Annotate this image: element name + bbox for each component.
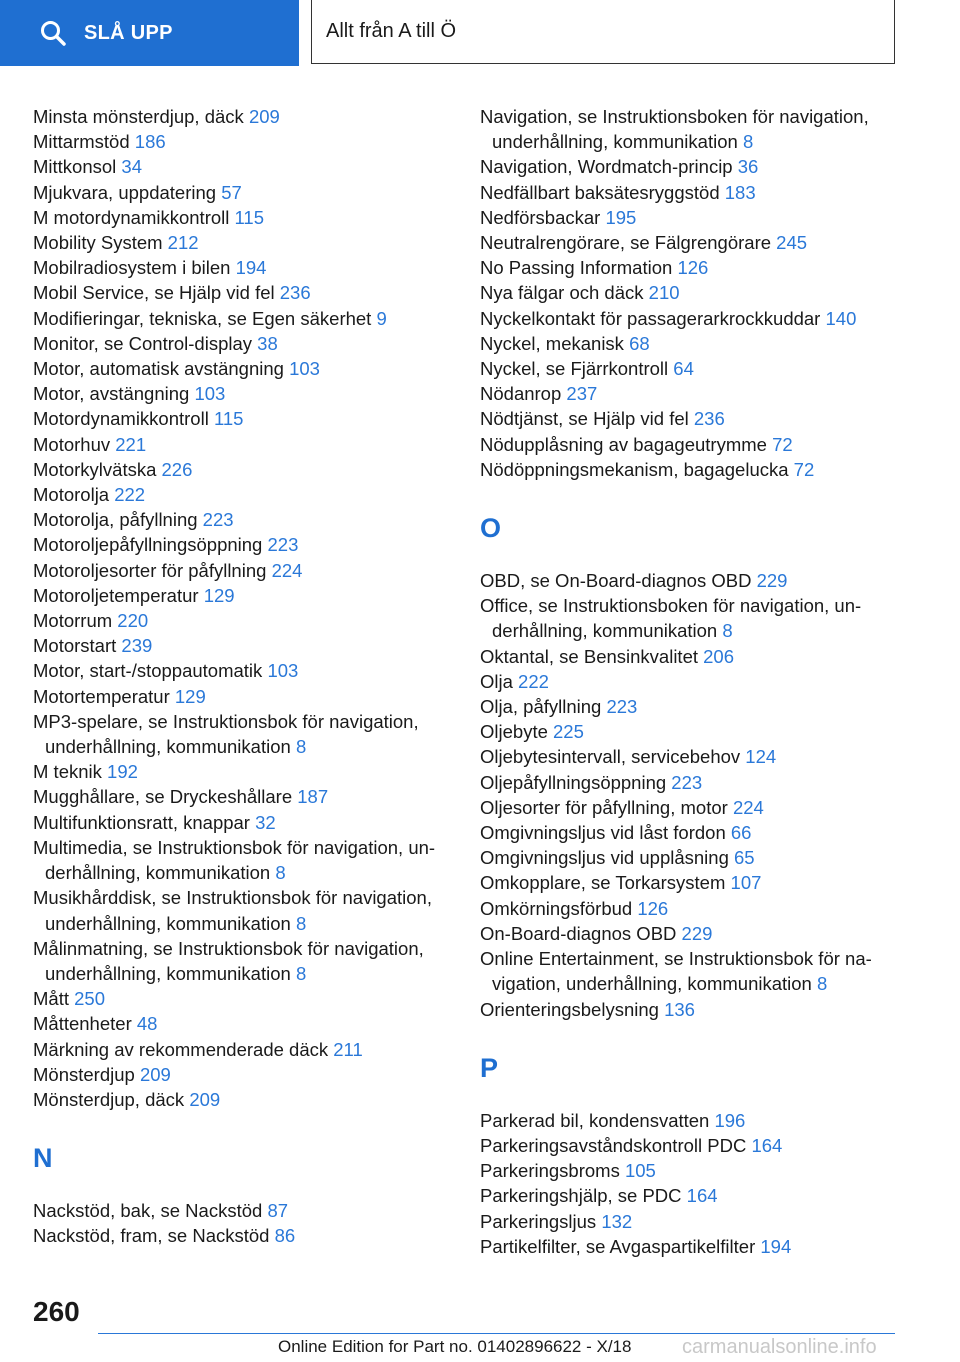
index-entry-text: Nyckelkontakt för passagerarkrockkuddar xyxy=(480,307,821,329)
index-entry-text: Partikelfilter, se Avgaspartikelfilter xyxy=(480,1235,756,1257)
index-entry-text: Oljepåfyllningsöppning xyxy=(480,771,667,793)
index-entry-text: Nyckel, se Fjärrkontroll xyxy=(480,358,669,380)
index-entry-text: Mjukvara, uppdatering xyxy=(33,181,217,203)
page-link[interactable]: 136 xyxy=(664,998,695,1020)
page-link[interactable]: 212 xyxy=(167,232,199,254)
index-entry-text: Online Entertainment, se Instruktionsbok för na-vigation, underhållning, kommunikation xyxy=(480,948,872,995)
page-link[interactable]: 223 xyxy=(267,534,299,556)
page-link[interactable]: 164 xyxy=(686,1185,718,1207)
index-entry-text: Neutralrengörare, se Fälgrengörare xyxy=(480,232,772,254)
index-entry xyxy=(33,885,453,935)
page-link[interactable]: 115 xyxy=(213,408,244,430)
page-link[interactable]: 65 xyxy=(734,847,755,869)
index-entry xyxy=(33,608,453,633)
index-entry xyxy=(33,255,453,280)
index-entry xyxy=(480,104,900,154)
index-entry xyxy=(33,784,453,809)
page-link[interactable]: 129 xyxy=(203,584,235,606)
index-entry xyxy=(33,280,453,305)
page-link[interactable]: 221 xyxy=(115,433,147,455)
page-link[interactable]: 8 xyxy=(275,862,286,884)
index-entry-text: Motordynamikkontroll xyxy=(33,408,209,430)
index-entry-text: Parkeringsavståndskontroll PDC xyxy=(480,1134,747,1156)
page-link[interactable]: 223 xyxy=(202,509,234,531)
index-entry-text: Nyckel, mekanisk xyxy=(480,332,624,354)
page-link[interactable]: 192 xyxy=(107,761,138,783)
index-entry xyxy=(33,306,453,331)
index-entry-text: Mobil Service, se Hjälp vid fel xyxy=(33,282,275,304)
page-link[interactable]: 8 xyxy=(816,973,828,995)
index-entry xyxy=(480,744,900,769)
index-entry-text: Parkerad bil, kondensvatten xyxy=(480,1109,710,1131)
index-entry-text: Märkning av rekommenderade däck xyxy=(33,1038,329,1060)
index-entry xyxy=(480,921,900,946)
index-column-left xyxy=(33,104,453,1249)
page-link[interactable]: 8 xyxy=(295,736,307,758)
page-link[interactable]: 126 xyxy=(637,897,669,919)
page-link[interactable]: 36 xyxy=(737,156,759,178)
page-link[interactable]: 38 xyxy=(257,332,278,354)
index-entry xyxy=(480,1158,900,1183)
index-entry xyxy=(33,684,453,709)
index-entry-text: Motorolja xyxy=(33,484,110,506)
index-entry xyxy=(33,1223,453,1248)
page-link[interactable]: 236 xyxy=(279,282,311,304)
index-entry xyxy=(480,230,900,255)
page-link[interactable]: 64 xyxy=(673,358,694,380)
index-entry-text: Mobilradiosystem i bilen xyxy=(33,257,231,279)
index-entry xyxy=(33,129,453,154)
page-link[interactable]: 225 xyxy=(553,721,584,743)
page-link[interactable]: 195 xyxy=(605,206,637,228)
index-letter-heading: N xyxy=(33,1143,53,1174)
page-link[interactable]: 34 xyxy=(121,156,142,178)
index-entry-text: Nödupplåsning av bagageutrymme xyxy=(480,433,767,455)
index-entry-text: Omkörningsförbud xyxy=(480,897,633,919)
index-entry xyxy=(480,255,900,280)
index-entry-text: M motordynamikkontroll xyxy=(33,206,230,228)
page-link[interactable]: 229 xyxy=(756,570,788,592)
index-entry-text: Mugghållare, se Dryckeshållare xyxy=(33,786,293,808)
index-entry xyxy=(33,583,453,608)
page-link[interactable]: 164 xyxy=(751,1134,783,1156)
index-entry xyxy=(33,154,453,179)
page-link[interactable]: 236 xyxy=(693,408,725,430)
page-number: 260 xyxy=(33,1296,80,1327)
index-entry-text: Navigation, se Instruktionsboken för navigation, underhållning, kommunikation xyxy=(480,106,869,153)
page-link[interactable]: 132 xyxy=(601,1210,633,1232)
footer-divider xyxy=(98,1333,895,1334)
page-link[interactable]: 196 xyxy=(714,1109,746,1131)
index-entry xyxy=(33,180,453,205)
index-entry-text: Omgivningsljus vid låst fordon xyxy=(480,822,726,844)
index-entry-text: Parkeringsljus xyxy=(480,1210,597,1232)
index-entry-text: Motor, start-/stoppautomatik xyxy=(33,660,263,682)
index-entry xyxy=(33,633,453,658)
index-column-right xyxy=(480,104,900,1259)
index-entry-text: Orienteringsbelysning xyxy=(480,998,659,1020)
page-link[interactable]: 194 xyxy=(235,257,267,279)
index-entry-text: Mittarmstöd xyxy=(33,131,130,153)
page-link[interactable]: 229 xyxy=(681,922,713,944)
index-entry-text: Minsta mönsterdjup, däck xyxy=(33,106,244,127)
page-link[interactable]: 206 xyxy=(703,645,735,667)
page-link[interactable]: 209 xyxy=(139,1063,171,1085)
index-entry-text: MP3-spelare, se Instruktionsbok för navigation, underhållning, kommunikation xyxy=(33,710,419,758)
page-link[interactable]: 48 xyxy=(136,1013,158,1035)
page-link[interactable]: 124 xyxy=(745,746,777,768)
index-entry xyxy=(480,1108,900,1133)
page-link[interactable]: 186 xyxy=(134,131,166,153)
index-entry xyxy=(480,568,900,593)
page-link[interactable]: 250 xyxy=(74,988,105,1010)
index-entry-text: OBD, se On-Board-diagnos OBD xyxy=(480,570,752,592)
index-entry xyxy=(33,457,453,482)
index-entry-text: Parkeringsbroms xyxy=(480,1160,620,1182)
index-entry xyxy=(480,770,900,795)
page-link[interactable]: 105 xyxy=(624,1160,656,1182)
index-entry xyxy=(33,936,453,986)
index-entry xyxy=(33,356,453,381)
index-entry-text: Mittkonsol xyxy=(33,156,117,178)
index-entry xyxy=(33,1037,453,1062)
index-entry-text: Multifunktionsratt, knappar xyxy=(33,811,250,833)
page-link[interactable]: 210 xyxy=(648,282,680,304)
page-link[interactable]: 32 xyxy=(255,811,276,833)
index-entry xyxy=(33,432,453,457)
page-link[interactable]: 107 xyxy=(730,872,762,894)
index-entry xyxy=(33,810,453,835)
index-entry-text: Nödanrop xyxy=(480,383,562,405)
index-entry xyxy=(480,406,900,431)
index-entry xyxy=(33,558,453,583)
index-entry-text: Musikhårddisk, se Instruktionsbok för navigation, underhållning, kommunikation xyxy=(33,887,432,934)
index-entry xyxy=(33,1062,453,1087)
page-link[interactable]: 226 xyxy=(161,458,193,480)
index-entry-text: Modifieringar, tekniska, se Egen säkerhet xyxy=(33,307,372,329)
index-entry-text: Multimedia, se Instruktionsbok för navigation, un-derhållning, kommunikation xyxy=(33,836,436,884)
page-link[interactable]: 209 xyxy=(189,1088,221,1110)
index-entry xyxy=(33,205,453,230)
index-entry xyxy=(480,644,900,669)
index-entry-text: Måttenheter xyxy=(33,1013,132,1035)
index-entry-text: Oljesorter för påfyllning, motor xyxy=(480,796,728,818)
index-entry xyxy=(480,1183,900,1208)
index-entry-text: Motoroljetemperatur xyxy=(33,584,199,606)
index-entry xyxy=(33,507,453,532)
index-entry-text: Motorstart xyxy=(33,635,117,657)
page-link[interactable]: 115 xyxy=(234,206,265,228)
index-entry-text: Nedfällbart baksätesryggstöd xyxy=(480,181,720,203)
index-entry xyxy=(480,820,900,845)
page-link[interactable]: 8 xyxy=(722,620,733,642)
index-entry xyxy=(480,457,900,482)
index-entry-text: Motor, automatisk avstängning xyxy=(33,358,284,380)
index-entry xyxy=(480,306,900,331)
page-link[interactable]: 223 xyxy=(671,771,703,793)
index-entry xyxy=(33,1011,453,1036)
page-link[interactable]: 126 xyxy=(677,257,709,279)
index-entry-text: Olja, påfyllning xyxy=(480,696,602,718)
page-link[interactable]: 8 xyxy=(295,912,307,934)
search-button[interactable] xyxy=(0,0,299,66)
page-link[interactable]: 66 xyxy=(730,822,752,844)
index-letter-heading: O xyxy=(480,513,502,544)
index-entry xyxy=(33,835,453,885)
index-entry xyxy=(480,205,900,230)
index-entry-text: Oljebyte xyxy=(480,721,548,743)
search-icon xyxy=(40,20,66,46)
index-entry-text: Olja xyxy=(480,670,513,692)
index-entry-text: Monitor, se Control-display xyxy=(33,332,253,354)
index-entry xyxy=(33,230,453,255)
page-link[interactable]: 237 xyxy=(566,383,598,405)
index-entry-text: No Passing Information xyxy=(480,257,673,279)
index-entry xyxy=(33,381,453,406)
page-link[interactable]: 245 xyxy=(776,232,808,254)
index-entry xyxy=(33,104,453,129)
index-entry xyxy=(480,356,900,381)
index-entry xyxy=(33,658,453,683)
page-link[interactable]: 87 xyxy=(267,1200,289,1222)
index-entry xyxy=(480,669,900,694)
index-entry-text: Motorrum xyxy=(33,610,113,632)
page-link[interactable]: 8 xyxy=(295,962,307,984)
index-entry xyxy=(33,759,453,784)
index-entry-text: M teknik xyxy=(33,761,102,783)
index-entry-text: Nödöppningsmekanism, bagagelucka xyxy=(480,458,789,480)
index-entry xyxy=(33,331,453,356)
index-entry xyxy=(480,593,900,643)
index-entry xyxy=(480,1209,900,1234)
page-link[interactable]: 211 xyxy=(333,1038,363,1060)
page-link[interactable]: 72 xyxy=(793,458,815,480)
index-entry-text: Omkopplare, se Torkarsystem xyxy=(480,872,726,894)
page-link[interactable]: 224 xyxy=(271,559,303,581)
index-entry-text: Mönsterdjup, däck xyxy=(33,1088,185,1110)
index-entry-text: Motor, avstängning xyxy=(33,383,190,405)
index-entry-text: Nedförsbackar xyxy=(480,206,601,228)
index-entry xyxy=(480,180,900,205)
index-entry xyxy=(480,1133,900,1158)
page-link[interactable]: 220 xyxy=(117,610,149,632)
index-entry-text: Oktantal, se Bensinkvalitet xyxy=(480,645,698,667)
index-entry-text: Oljebytesintervall, servicebehov xyxy=(480,746,741,768)
page-link[interactable]: 187 xyxy=(297,786,329,808)
index-entry xyxy=(33,406,453,431)
index-entry-text: Navigation, Wordmatch-princip xyxy=(480,156,733,178)
index-entry-text: On-Board-diagnos OBD xyxy=(480,922,677,944)
page-link[interactable]: 72 xyxy=(772,433,793,455)
index-entry xyxy=(480,845,900,870)
page-link[interactable]: 103 xyxy=(289,358,320,380)
index-entry xyxy=(33,1087,453,1112)
page-link[interactable]: 222 xyxy=(114,484,146,506)
page-link[interactable]: 9 xyxy=(376,307,387,329)
page-link[interactable]: 223 xyxy=(606,696,638,718)
index-entry xyxy=(480,795,900,820)
index-entry xyxy=(480,331,900,356)
index-entry-text: Nackstöd, fram, se Nackstöd xyxy=(33,1225,270,1247)
index-entry xyxy=(480,280,900,305)
top-bar xyxy=(0,0,960,66)
index-entry xyxy=(480,381,900,406)
index-entry xyxy=(480,719,900,744)
index-entry-text: Parkeringshjälp, se PDC xyxy=(480,1185,682,1207)
search-button-label: SLÅ UPP xyxy=(84,21,173,44)
index-entry xyxy=(33,532,453,557)
index-entry-text: Motoroljesorter för påfyllning xyxy=(33,559,267,581)
page-link[interactable]: 57 xyxy=(221,181,242,203)
index-entry-text: Motorolja, påfyllning xyxy=(33,509,198,531)
section-title: Allt från A till Ö xyxy=(311,0,895,64)
page-link[interactable]: 239 xyxy=(121,635,153,657)
index-entry-text: Nya fälgar och däck xyxy=(480,282,644,304)
index-entry xyxy=(480,946,900,996)
index-entry xyxy=(33,482,453,507)
page-link[interactable]: 194 xyxy=(760,1235,792,1257)
index-entry-text: Mobility System xyxy=(33,232,163,254)
index-entry-text: Motorhuv xyxy=(33,433,111,455)
page-link[interactable]: 183 xyxy=(724,181,756,203)
page-link[interactable]: 209 xyxy=(248,106,280,127)
index-entry xyxy=(33,986,453,1011)
index-entry xyxy=(480,154,900,179)
index-entry-text: Nackstöd, bak, se Nackstöd xyxy=(33,1200,263,1222)
watermark: carmanualsonline.info xyxy=(682,1336,877,1358)
index-entry xyxy=(33,709,453,759)
index-entry-text: Motorkylvätska xyxy=(33,458,157,480)
page-link[interactable]: 222 xyxy=(518,670,549,692)
page-link[interactable]: 8 xyxy=(742,131,754,153)
index-entry xyxy=(480,432,900,457)
index-entry xyxy=(480,1234,900,1259)
index-entry xyxy=(480,694,900,719)
index-entry xyxy=(33,1198,453,1223)
index-entry-text: Motortemperatur xyxy=(33,685,170,707)
index-letter-heading: P xyxy=(480,1052,499,1083)
page-link[interactable]: 140 xyxy=(825,307,857,329)
index-entry xyxy=(480,997,900,1022)
page-link[interactable]: 224 xyxy=(732,796,764,818)
index-entry-text: Omgivningsljus vid upplåsning xyxy=(480,847,729,869)
page-link[interactable]: 129 xyxy=(174,685,206,707)
index-entry-text: Office, se Instruktionsboken för navigation, un-derhållning, kommunikation xyxy=(480,595,862,642)
edition-text: Online Edition for Part no. 01402896622 - X/18 xyxy=(278,1337,632,1356)
index-entry-text: Målinmatning, se Instruktionsbok för navigation, underhållning, kommunikation xyxy=(33,937,424,984)
page-link[interactable]: 103 xyxy=(267,660,299,682)
page-link[interactable]: 86 xyxy=(274,1225,296,1247)
page-link[interactable]: 103 xyxy=(194,383,226,405)
index-entry-text: Motoroljepåfyllningsöppning xyxy=(33,534,263,556)
index-entry-text: Nödtjänst, se Hjälp vid fel xyxy=(480,408,689,430)
index-entry-text: Mått xyxy=(33,988,69,1010)
index-entry-text: Mönsterdjup xyxy=(33,1063,135,1085)
index-entry xyxy=(480,870,900,895)
index-entry xyxy=(480,896,900,921)
page-link[interactable]: 68 xyxy=(629,332,650,354)
